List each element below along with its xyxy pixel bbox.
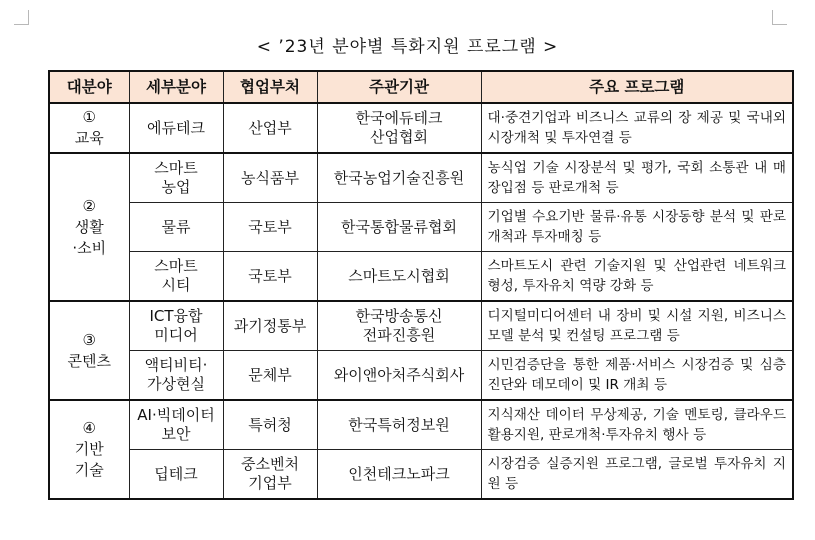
ministry-cell: 국토부 (223, 203, 317, 252)
ministry-cell: 중소벤처 기업부 (223, 450, 317, 500)
program-cell: 스마트도시 관련 기술지원 및 산업관련 네트워크 형성, 투자유치 역량 강화 등 (481, 252, 793, 302)
subfield-cell: 액티비티· 가상현실 (129, 351, 223, 401)
corner-mark-right (772, 10, 787, 25)
header-category: 대분야 (49, 71, 129, 103)
ministry-cell: 농식품부 (223, 153, 317, 203)
category-cell: ④ 기반 기술 (49, 400, 129, 499)
table-row (49, 400, 793, 450)
organization-cell: 스마트도시협회 (317, 252, 481, 302)
subfield-cell: 물류 (129, 203, 223, 252)
program-cell: 시민검증단을 통한 제품·서비스 시장검증 및 심층진단와 데모데이 및 IR 개최 등 (481, 351, 793, 401)
organization-cell: 한국에듀테크 산업협회 (317, 103, 481, 153)
page-title: < ’23년 분야별 특화지원 프로그램 > (256, 37, 559, 57)
program-cell: 대·중견기업과 비즈니스 교류의 장 제공 및 국내외 시장개척 및 투자연결 등 (481, 103, 793, 153)
subfield-cell: AI·빅데이터 보안 (129, 400, 223, 450)
table-row (49, 103, 793, 153)
organization-cell: 인천테크노파크 (317, 450, 481, 500)
header-ministry: 협업부처 (223, 71, 317, 103)
table-row (49, 351, 793, 401)
program-cell: 지식재산 데이터 무상제공, 기술 멘토링, 클라우드 활용지원, 판로개척·투자유치 행사 등 (481, 400, 793, 450)
ministry-cell: 특허청 (223, 400, 317, 450)
category-cell: ② 생활 ·소비 (49, 153, 129, 301)
program-cell: 시장검증 실증지원 프로그램, 글로벌 투자유치 지원 등 (481, 450, 793, 500)
program-cell: 농식업 기술 시장분석 및 평가, 국회 소통관 내 매장입점 등 판로개척 등 (481, 153, 793, 203)
subfield-cell: 에듀테크 (129, 103, 223, 153)
subfield-cell: 딥테크 (129, 450, 223, 500)
ministry-cell: 과기정통부 (223, 301, 317, 351)
header-organization: 주관기관 (317, 71, 481, 103)
table-row (49, 252, 793, 302)
table-row (49, 153, 793, 203)
ministry-cell: 국토부 (223, 252, 317, 302)
program-table (48, 70, 794, 500)
header-subfield: 세부분야 (129, 71, 223, 103)
table-row (49, 450, 793, 500)
subfield-cell: 스마트 시티 (129, 252, 223, 302)
table-header-row (49, 71, 793, 103)
program-cell: 기업별 수요기반 물류·유통 시장동향 분석 및 판로개척과 투자매칭 등 (481, 203, 793, 252)
organization-cell: 한국농업기술진흥원 (317, 153, 481, 203)
header-program: 주요 프로그램 (481, 71, 793, 103)
ministry-cell: 산업부 (223, 103, 317, 153)
organization-cell: 한국특허정보원 (317, 400, 481, 450)
organization-cell: 한국통합물류협회 (317, 203, 481, 252)
organization-cell: 와이앤아처주식회사 (317, 351, 481, 401)
corner-mark-left (14, 10, 29, 25)
ministry-cell: 문체부 (223, 351, 317, 401)
subfield-cell: 스마트 농업 (129, 153, 223, 203)
table-row (49, 301, 793, 351)
program-cell: 디지털미디어센터 내 장비 및 시설 지원, 비즈니스 모델 분석 및 컨설팅 프로그램 등 (481, 301, 793, 351)
subfield-cell: ICT융합 미디어 (129, 301, 223, 351)
organization-cell: 한국방송통신 전파진흥원 (317, 301, 481, 351)
category-cell: ③ 콘텐츠 (49, 301, 129, 400)
category-cell: ① 교육 (49, 103, 129, 153)
table-row (49, 203, 793, 252)
